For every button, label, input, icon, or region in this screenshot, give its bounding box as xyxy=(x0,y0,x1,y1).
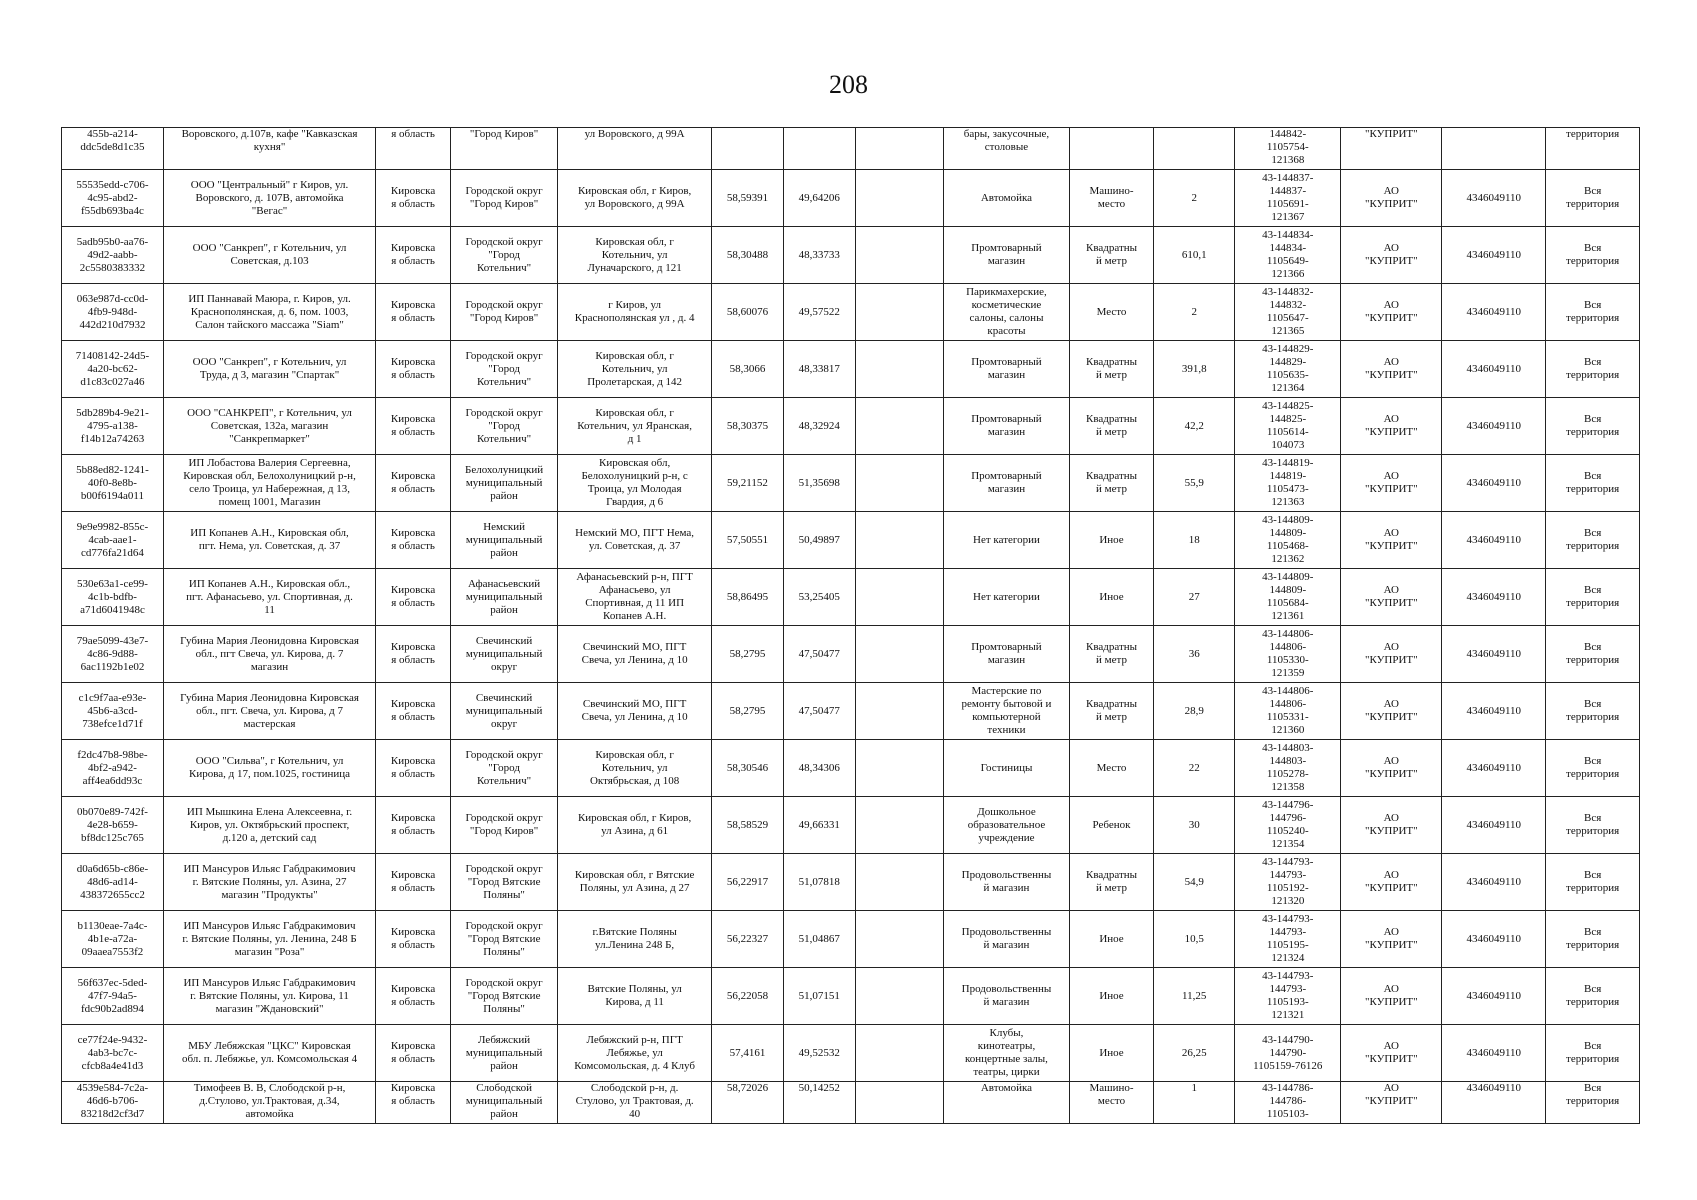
cell-inn: 4346049110 xyxy=(1442,569,1546,626)
table-row xyxy=(62,227,1640,284)
cell-municipality: Городской округ "Город Вятские Поляны" xyxy=(451,854,558,911)
cell-qty: 30 xyxy=(1154,797,1235,854)
cell-territory: Вся территория xyxy=(1546,227,1640,284)
cell-inn: 4346049110 xyxy=(1442,170,1546,227)
cell-unit: Место xyxy=(1069,284,1153,341)
cell-address: г.Вятские Поляны ул.Ленина 248 Б, xyxy=(558,911,712,968)
cell-unit: Квадратны й метр xyxy=(1069,227,1153,284)
cell-inn: 4346049110 xyxy=(1442,341,1546,398)
cell-region: Кировска я область xyxy=(376,626,451,683)
cell-lat: 58,72026 xyxy=(712,1082,784,1124)
cell-id: 063e987d-cc0d- 4fb9-948d- 442d210d7932 xyxy=(62,284,164,341)
cell-unit xyxy=(1069,128,1153,170)
cell-municipality: Свечинский муниципальный округ xyxy=(451,683,558,740)
cell-address: Афанасьевский р-н, ПГТ Афанасьево, ул Спортивная, д 11 ИП Копанев А.Н. xyxy=(558,569,712,626)
cell-qty: 10,5 xyxy=(1154,911,1235,968)
table-row xyxy=(62,284,1640,341)
cell-operator: АО "КУПРИТ" xyxy=(1341,854,1442,911)
cell-lat: 58,58529 xyxy=(712,797,784,854)
cell-category: Промтоварный магазин xyxy=(944,398,1070,455)
cell-lat: 58,2795 xyxy=(712,683,784,740)
cell-operator: АО "КУПРИТ" xyxy=(1341,455,1442,512)
cell-address: Кировская обл, г Котельнич, ул Луначарского, д 121 xyxy=(558,227,712,284)
table-row xyxy=(62,911,1640,968)
cell-number: 43-144796- 144796- 1105240- 121354 xyxy=(1235,797,1341,854)
cell-territory: Вся территория xyxy=(1546,1025,1640,1082)
table-body xyxy=(62,128,1640,1124)
cell-territory: Вся территория xyxy=(1546,569,1640,626)
cell-territory: Вся территория xyxy=(1546,170,1640,227)
cell-name: ИП Мышкина Елена Алексеевна, г. Киров, ул. Октябрьский проспект, д.120 а, детский сад xyxy=(163,797,375,854)
table-row xyxy=(62,455,1640,512)
cell-number: 43-144806- 144806- 1105330- 121359 xyxy=(1235,626,1341,683)
cell-lon xyxy=(783,128,855,170)
cell-number: 43-144834- 144834- 1105649- 121366 xyxy=(1235,227,1341,284)
cell-qty: 42,2 xyxy=(1154,398,1235,455)
cell-operator: АО "КУПРИТ" xyxy=(1341,968,1442,1025)
table-row xyxy=(62,569,1640,626)
cell-territory: Вся территория xyxy=(1546,968,1640,1025)
cell-id: 55535edd-c706- 4c95-abd2- f55db693ba4c xyxy=(62,170,164,227)
cell-category: Промтоварный магазин xyxy=(944,455,1070,512)
cell-id: ce77f24e-9432- 4ab3-bc7c- cfcb8a4e41d3 xyxy=(62,1025,164,1082)
cell-address: Кировская обл, г Киров, ул Азина, д 61 xyxy=(558,797,712,854)
cell-number: 43-144837- 144837- 1105691- 121367 xyxy=(1235,170,1341,227)
cell-unit: Квадратны й метр xyxy=(1069,341,1153,398)
cell-category: Автомойка xyxy=(944,1082,1070,1124)
cell-address: Кировская обл, г Котельнич, ул Пролетарская, д 142 xyxy=(558,341,712,398)
cell-name: Губина Мария Леонидовна Кировская обл., пгт. Свеча, ул. Кирова, д 7 мастерская xyxy=(163,683,375,740)
table-row xyxy=(62,797,1640,854)
cell-operator: АО "КУПРИТ" xyxy=(1341,911,1442,968)
cell-address: Кировская обл, г Киров, ул Воровского, д 99А xyxy=(558,170,712,227)
cell-qty: 27 xyxy=(1154,569,1235,626)
cell-name: ООО "САНКРЕП", г Котельнич, ул Советская, 132а, магазин "Санкрепмаркет" xyxy=(163,398,375,455)
cell-unit: Квадратны й метр xyxy=(1069,455,1153,512)
cell-empty xyxy=(855,512,943,569)
cell-region: Кировска я область xyxy=(376,854,451,911)
cell-lon: 50,49897 xyxy=(783,512,855,569)
cell-lat: 58,3066 xyxy=(712,341,784,398)
cell-id: 530e63a1-ce99- 4c1b-bdfb- a71d6041948c xyxy=(62,569,164,626)
cell-lon: 49,64206 xyxy=(783,170,855,227)
cell-lat: 58,2795 xyxy=(712,626,784,683)
cell-territory: Вся территория xyxy=(1546,284,1640,341)
cell-name: ИП Копанев А.Н., Кировская обл., пгт. Афанасьево, ул. Спортивная, д. 11 xyxy=(163,569,375,626)
table-row xyxy=(62,1025,1640,1082)
cell-region: Кировска я область xyxy=(376,569,451,626)
cell-region: Кировска я область xyxy=(376,683,451,740)
cell-empty xyxy=(855,341,943,398)
cell-region: Кировска я область xyxy=(376,512,451,569)
cell-lat: 58,30375 xyxy=(712,398,784,455)
cell-category: Промтоварный магазин xyxy=(944,626,1070,683)
cell-inn: 4346049110 xyxy=(1442,1025,1546,1082)
table-row xyxy=(62,398,1640,455)
cell-number: 43-144809- 144809- 1105468- 121362 xyxy=(1235,512,1341,569)
cell-name: ООО "Санкреп", г Котельнич, ул Труда, д 3, магазин "Спартак" xyxy=(163,341,375,398)
cell-empty xyxy=(855,854,943,911)
cell-id: f2dc47b8-98be- 4bf2-a942- aff4ea6dd93c xyxy=(62,740,164,797)
cell-unit: Квадратны й метр xyxy=(1069,854,1153,911)
cell-lon: 48,32924 xyxy=(783,398,855,455)
cell-empty xyxy=(855,740,943,797)
cell-empty xyxy=(855,398,943,455)
cell-municipality: Городской округ "Город Котельнич" xyxy=(451,341,558,398)
cell-address: г Киров, ул Краснополянская ул , д. 4 xyxy=(558,284,712,341)
cell-lon: 48,33733 xyxy=(783,227,855,284)
cell-operator: АО "КУПРИТ" xyxy=(1341,1025,1442,1082)
cell-territory: Вся территория xyxy=(1546,398,1640,455)
registry-table xyxy=(61,127,1640,1124)
cell-id: 455b-a214- ddc5de8d1c35 xyxy=(62,128,164,170)
cell-unit: Иное xyxy=(1069,512,1153,569)
cell-unit: Машино- место xyxy=(1069,170,1153,227)
cell-empty xyxy=(855,683,943,740)
cell-name: Воровского, д.107в, кафе "Кавказская кухня" xyxy=(163,128,375,170)
cell-id: 5b88ed82-1241- 40f0-8e8b- b00f6194a011 xyxy=(62,455,164,512)
cell-qty: 26,25 xyxy=(1154,1025,1235,1082)
cell-address: Вятские Поляны, ул Кирова, д 11 xyxy=(558,968,712,1025)
cell-inn: 4346049110 xyxy=(1442,626,1546,683)
cell-lon: 50,14252 xyxy=(783,1082,855,1124)
cell-region: Кировска я область xyxy=(376,284,451,341)
cell-id: 79ae5099-43e7- 4c86-9d88- 6ac1192b1e02 xyxy=(62,626,164,683)
cell-name: ИП Паннавай Маюра, г. Киров, ул. Краснополянская, д. 6, пом. 1003, Салон тайского массажа "Siam" xyxy=(163,284,375,341)
cell-municipality: Афанасьевский муниципальный район xyxy=(451,569,558,626)
cell-empty xyxy=(855,797,943,854)
cell-lat: 58,86495 xyxy=(712,569,784,626)
cell-lon: 48,33817 xyxy=(783,341,855,398)
cell-name: Губина Мария Леонидовна Кировская обл., пгт Свеча, ул. Кирова, д. 7 магазин xyxy=(163,626,375,683)
cell-territory: Вся территория xyxy=(1546,1082,1640,1124)
cell-territory: территория xyxy=(1546,128,1640,170)
cell-operator: АО "КУПРИТ" xyxy=(1341,227,1442,284)
cell-region: Кировска я область xyxy=(376,1082,451,1124)
cell-inn: 4346049110 xyxy=(1442,284,1546,341)
cell-qty: 28,9 xyxy=(1154,683,1235,740)
cell-category: Автомойка xyxy=(944,170,1070,227)
cell-municipality: Белохолуницкий муниципальный район xyxy=(451,455,558,512)
table-row xyxy=(62,170,1640,227)
cell-operator: АО "КУПРИТ" xyxy=(1341,512,1442,569)
table-row xyxy=(62,128,1640,170)
cell-number: 43-144829- 144829- 1105635- 121364 xyxy=(1235,341,1341,398)
cell-territory: Вся территория xyxy=(1546,854,1640,911)
cell-municipality: "Город Киров" xyxy=(451,128,558,170)
cell-lat: 57,50551 xyxy=(712,512,784,569)
cell-id: 4539e584-7c2a- 46d6-b706- 83218d2cf3d7 xyxy=(62,1082,164,1124)
table-row xyxy=(62,341,1640,398)
cell-municipality: Немский муниципальный район xyxy=(451,512,558,569)
cell-empty xyxy=(855,569,943,626)
cell-qty: 11,25 xyxy=(1154,968,1235,1025)
cell-municipality: Свечинский муниципальный округ xyxy=(451,626,558,683)
cell-qty: 55,9 xyxy=(1154,455,1235,512)
cell-name: ООО "Санкреп", г Котельнич, ул Советская, д.103 xyxy=(163,227,375,284)
cell-region: Кировска я область xyxy=(376,227,451,284)
cell-number: 43-144806- 144806- 1105331- 121360 xyxy=(1235,683,1341,740)
table-row xyxy=(62,1082,1640,1124)
cell-category: Промтоварный магазин xyxy=(944,341,1070,398)
cell-qty: 36 xyxy=(1154,626,1235,683)
cell-region: Кировска я область xyxy=(376,398,451,455)
cell-number: 43-144819- 144819- 1105473- 121363 xyxy=(1235,455,1341,512)
cell-inn: 4346049110 xyxy=(1442,740,1546,797)
cell-id: 0b070e89-742f- 4e28-b659- bf8dc125c765 xyxy=(62,797,164,854)
cell-region: Кировска я область xyxy=(376,455,451,512)
cell-name: МБУ Лебяжская "ЦКС" Кировская обл. п. Лебяжье, ул. Комсомольская 4 xyxy=(163,1025,375,1082)
cell-territory: Вся территория xyxy=(1546,512,1640,569)
cell-municipality: Городской округ "Город Киров" xyxy=(451,284,558,341)
cell-unit: Ребенок xyxy=(1069,797,1153,854)
cell-empty xyxy=(855,227,943,284)
cell-inn: 4346049110 xyxy=(1442,968,1546,1025)
cell-empty xyxy=(855,1082,943,1124)
table-row xyxy=(62,968,1640,1025)
cell-name: ИП Мансуров Ильяс Габдракимович г. Вятские Поляны, ул. Кирова, 11 магазин "Ждановский" xyxy=(163,968,375,1025)
table-row xyxy=(62,512,1640,569)
cell-category: Продовольственны й магазин xyxy=(944,854,1070,911)
cell-category: Продовольственны й магазин xyxy=(944,968,1070,1025)
cell-number: 144842- 1105754- 121368 xyxy=(1235,128,1341,170)
cell-inn: 4346049110 xyxy=(1442,512,1546,569)
cell-id: 5db289b4-9e21- 4795-a138- f14b12a74263 xyxy=(62,398,164,455)
cell-region: Кировска я область xyxy=(376,341,451,398)
cell-empty xyxy=(855,284,943,341)
cell-unit: Иное xyxy=(1069,968,1153,1025)
cell-category: Продовольственны й магазин xyxy=(944,911,1070,968)
cell-id: b1130eae-7a4c- 4b1e-a72a- 09aaea7553f2 xyxy=(62,911,164,968)
cell-inn: 4346049110 xyxy=(1442,683,1546,740)
cell-lat: 58,60076 xyxy=(712,284,784,341)
cell-category: Клубы, кинотеатры, концертные залы, театры, цирки xyxy=(944,1025,1070,1082)
cell-operator: АО "КУПРИТ" xyxy=(1341,797,1442,854)
cell-municipality: Слободской муниципальный район xyxy=(451,1082,558,1124)
cell-address: Лебяжский р-н, ПГТ Лебяжье, ул Комсомольская, д. 4 Клуб xyxy=(558,1025,712,1082)
cell-category: Гостиницы xyxy=(944,740,1070,797)
cell-lon: 51,07818 xyxy=(783,854,855,911)
cell-lat: 59,21152 xyxy=(712,455,784,512)
cell-lat: 58,30488 xyxy=(712,227,784,284)
cell-territory: Вся территория xyxy=(1546,911,1640,968)
cell-lat: 56,22327 xyxy=(712,911,784,968)
cell-category: Мастерские по ремонту бытовой и компьютерной техники xyxy=(944,683,1070,740)
cell-operator: АО "КУПРИТ" xyxy=(1341,1082,1442,1124)
cell-name: ИП Мансуров Ильяс Габдракимович г. Вятские Поляны, ул. Азина, 27 магазин "Продукты" xyxy=(163,854,375,911)
cell-id: c1c9f7aa-e93e- 45b6-a3cd- 738efce1d71f xyxy=(62,683,164,740)
cell-name: ИП Лобастова Валерия Сергеевна, Кировская обл, Белохолуницкий р-н, село Троица, ул Набережная, д 13, помещ 1001, Магазин xyxy=(163,455,375,512)
cell-region: Кировска я область xyxy=(376,1025,451,1082)
cell-inn: 4346049110 xyxy=(1442,854,1546,911)
cell-id: 56f637ec-5ded- 47f7-94a5- fdc90b2ad894 xyxy=(62,968,164,1025)
cell-number: 43-144803- 144803- 1105278- 121358 xyxy=(1235,740,1341,797)
cell-name: ООО "Сильва", г Котельнич, ул Кирова, д 17, пом.1025, гостиница xyxy=(163,740,375,797)
cell-number: 43-144793- 144793- 1105192- 121320 xyxy=(1235,854,1341,911)
cell-number: 43-144790- 144790- 1105159-76126 xyxy=(1235,1025,1341,1082)
cell-municipality: Лебяжский муниципальный район xyxy=(451,1025,558,1082)
cell-municipality: Городской округ "Город Котельнич" xyxy=(451,398,558,455)
cell-inn: 4346049110 xyxy=(1442,455,1546,512)
cell-number: 43-144832- 144832- 1105647- 121365 xyxy=(1235,284,1341,341)
cell-empty xyxy=(855,455,943,512)
cell-territory: Вся территория xyxy=(1546,626,1640,683)
cell-unit: Иное xyxy=(1069,569,1153,626)
cell-territory: Вся территория xyxy=(1546,341,1640,398)
cell-region: Кировска я область xyxy=(376,170,451,227)
cell-municipality: Городской округ "Город Киров" xyxy=(451,170,558,227)
cell-name: ИП Мансуров Ильяс Габдракимович г. Вятские Поляны, ул. Ленина, 248 Б магазин "Роза" xyxy=(163,911,375,968)
cell-category: Дошкольное образовательное учреждение xyxy=(944,797,1070,854)
cell-unit: Иное xyxy=(1069,911,1153,968)
cell-operator: АО "КУПРИТ" xyxy=(1341,683,1442,740)
cell-id: 71408142-24d5- 4a20-bc62- d1c83c027a46 xyxy=(62,341,164,398)
cell-region: Кировска я область xyxy=(376,911,451,968)
cell-unit: Место xyxy=(1069,740,1153,797)
cell-lat: 56,22058 xyxy=(712,968,784,1025)
cell-municipality: Городской округ "Город Вятские Поляны" xyxy=(451,911,558,968)
cell-address: ул Воровского, д 99А xyxy=(558,128,712,170)
cell-municipality: Городской округ "Город Котельнич" xyxy=(451,227,558,284)
cell-lat: 57,4161 xyxy=(712,1025,784,1082)
cell-address: Кировская обл, Белохолуницкий р-н, с Троица, ул Молодая Гвардия, д 6 xyxy=(558,455,712,512)
cell-qty: 610,1 xyxy=(1154,227,1235,284)
cell-address: Немский МО, ПГТ Нема, ул. Советская, д. 37 xyxy=(558,512,712,569)
cell-unit: Квадратны й метр xyxy=(1069,683,1153,740)
cell-territory: Вся территория xyxy=(1546,740,1640,797)
cell-inn: 4346049110 xyxy=(1442,398,1546,455)
cell-qty: 2 xyxy=(1154,284,1235,341)
table-row xyxy=(62,626,1640,683)
cell-number: 43-144809- 144809- 1105684- 121361 xyxy=(1235,569,1341,626)
cell-empty xyxy=(855,128,943,170)
cell-municipality: Городской округ "Город Котельнич" xyxy=(451,740,558,797)
cell-lon: 49,52532 xyxy=(783,1025,855,1082)
cell-operator: АО "КУПРИТ" xyxy=(1341,341,1442,398)
cell-qty: 18 xyxy=(1154,512,1235,569)
cell-number: 43-144786- 144786- 1105103- xyxy=(1235,1082,1341,1124)
cell-lon: 49,57522 xyxy=(783,284,855,341)
cell-operator: АО "КУПРИТ" xyxy=(1341,569,1442,626)
cell-empty xyxy=(855,911,943,968)
cell-territory: Вся территория xyxy=(1546,683,1640,740)
cell-number: 43-144793- 144793- 1105195- 121324 xyxy=(1235,911,1341,968)
table-row xyxy=(62,683,1640,740)
cell-lat xyxy=(712,128,784,170)
cell-empty xyxy=(855,1025,943,1082)
page-number: 208 xyxy=(829,70,868,99)
cell-category: Промтоварный магазин xyxy=(944,227,1070,284)
cell-qty: 22 xyxy=(1154,740,1235,797)
cell-address: Свечинский МО, ПГТ Свеча, ул Ленина, д 10 xyxy=(558,683,712,740)
cell-unit: Квадратны й метр xyxy=(1069,398,1153,455)
cell-operator: АО "КУПРИТ" xyxy=(1341,170,1442,227)
cell-operator: АО "КУПРИТ" xyxy=(1341,626,1442,683)
cell-qty xyxy=(1154,128,1235,170)
cell-lat: 58,30546 xyxy=(712,740,784,797)
cell-lon: 51,07151 xyxy=(783,968,855,1025)
cell-id: d0a6d65b-c86e- 48d6-ad14- 438372655cc2 xyxy=(62,854,164,911)
cell-name: ИП Копанев А.Н., Кировская обл, пгт. Нема, ул. Советская, д. 37 xyxy=(163,512,375,569)
cell-inn xyxy=(1442,128,1546,170)
cell-operator: "КУПРИТ" xyxy=(1341,128,1442,170)
cell-qty: 1 xyxy=(1154,1082,1235,1124)
cell-lat: 56,22917 xyxy=(712,854,784,911)
cell-lon: 47,50477 xyxy=(783,626,855,683)
cell-name: Тимофеев В. В, Слободской р-н, д.Стулово, ул.Трактовая, д.34, автомойка xyxy=(163,1082,375,1124)
cell-inn: 4346049110 xyxy=(1442,1082,1546,1124)
cell-unit: Иное xyxy=(1069,1025,1153,1082)
cell-territory: Вся территория xyxy=(1546,797,1640,854)
cell-category: бары, закусочные, столовые xyxy=(944,128,1070,170)
cell-unit: Квадратны й метр xyxy=(1069,626,1153,683)
cell-number: 43-144793- 144793- 1105193- 121321 xyxy=(1235,968,1341,1025)
cell-operator: АО "КУПРИТ" xyxy=(1341,284,1442,341)
cell-region: Кировска я область xyxy=(376,740,451,797)
cell-territory: Вся территория xyxy=(1546,455,1640,512)
cell-category: Нет категории xyxy=(944,569,1070,626)
cell-empty xyxy=(855,170,943,227)
cell-lon: 48,34306 xyxy=(783,740,855,797)
table-row xyxy=(62,740,1640,797)
cell-address: Свечинский МО, ПГТ Свеча, ул Ленина, д 10 xyxy=(558,626,712,683)
cell-address: Кировская обл, г Вятские Поляны, ул Азина, д 27 xyxy=(558,854,712,911)
cell-inn: 4346049110 xyxy=(1442,911,1546,968)
cell-name: ООО "Центральный" г Киров, ул. Воровского, д. 107В, автомойка "Вегас" xyxy=(163,170,375,227)
cell-category: Парикмахерские, косметические салоны, салоны красоты xyxy=(944,284,1070,341)
cell-lon: 51,04867 xyxy=(783,911,855,968)
cell-lon: 51,35698 xyxy=(783,455,855,512)
cell-empty xyxy=(855,968,943,1025)
cell-category: Нет категории xyxy=(944,512,1070,569)
cell-operator: АО "КУПРИТ" xyxy=(1341,740,1442,797)
cell-qty: 54,9 xyxy=(1154,854,1235,911)
cell-address: Кировская обл, г Котельнич, ул Октябрьская, д 108 xyxy=(558,740,712,797)
cell-address: Кировская обл, г Котельнич, ул Яранская, д 1 xyxy=(558,398,712,455)
cell-lon: 47,50477 xyxy=(783,683,855,740)
cell-lon: 49,66331 xyxy=(783,797,855,854)
cell-municipality: Городской округ "Город Вятские Поляны" xyxy=(451,968,558,1025)
cell-qty: 391,8 xyxy=(1154,341,1235,398)
cell-region: я область xyxy=(376,128,451,170)
cell-inn: 4346049110 xyxy=(1442,227,1546,284)
cell-lon: 53,25405 xyxy=(783,569,855,626)
cell-number: 43-144825- 144825- 1105614- 104073 xyxy=(1235,398,1341,455)
cell-lat: 58,59391 xyxy=(712,170,784,227)
cell-qty: 2 xyxy=(1154,170,1235,227)
cell-municipality: Городской округ "Город Киров" xyxy=(451,797,558,854)
table-row xyxy=(62,854,1640,911)
cell-unit: Машино- место xyxy=(1069,1082,1153,1124)
cell-id: 9e9e9982-855c- 4cab-aae1- cd776fa21d64 xyxy=(62,512,164,569)
cell-operator: АО "КУПРИТ" xyxy=(1341,398,1442,455)
cell-region: Кировска я область xyxy=(376,797,451,854)
cell-empty xyxy=(855,626,943,683)
cell-id: 5adb95b0-aa76- 49d2-aabb- 2c5580383332 xyxy=(62,227,164,284)
cell-address: Слободской р-н, д. Стулово, ул Трактовая, д. 40 xyxy=(558,1082,712,1124)
cell-inn: 4346049110 xyxy=(1442,797,1546,854)
cell-region: Кировска я область xyxy=(376,968,451,1025)
